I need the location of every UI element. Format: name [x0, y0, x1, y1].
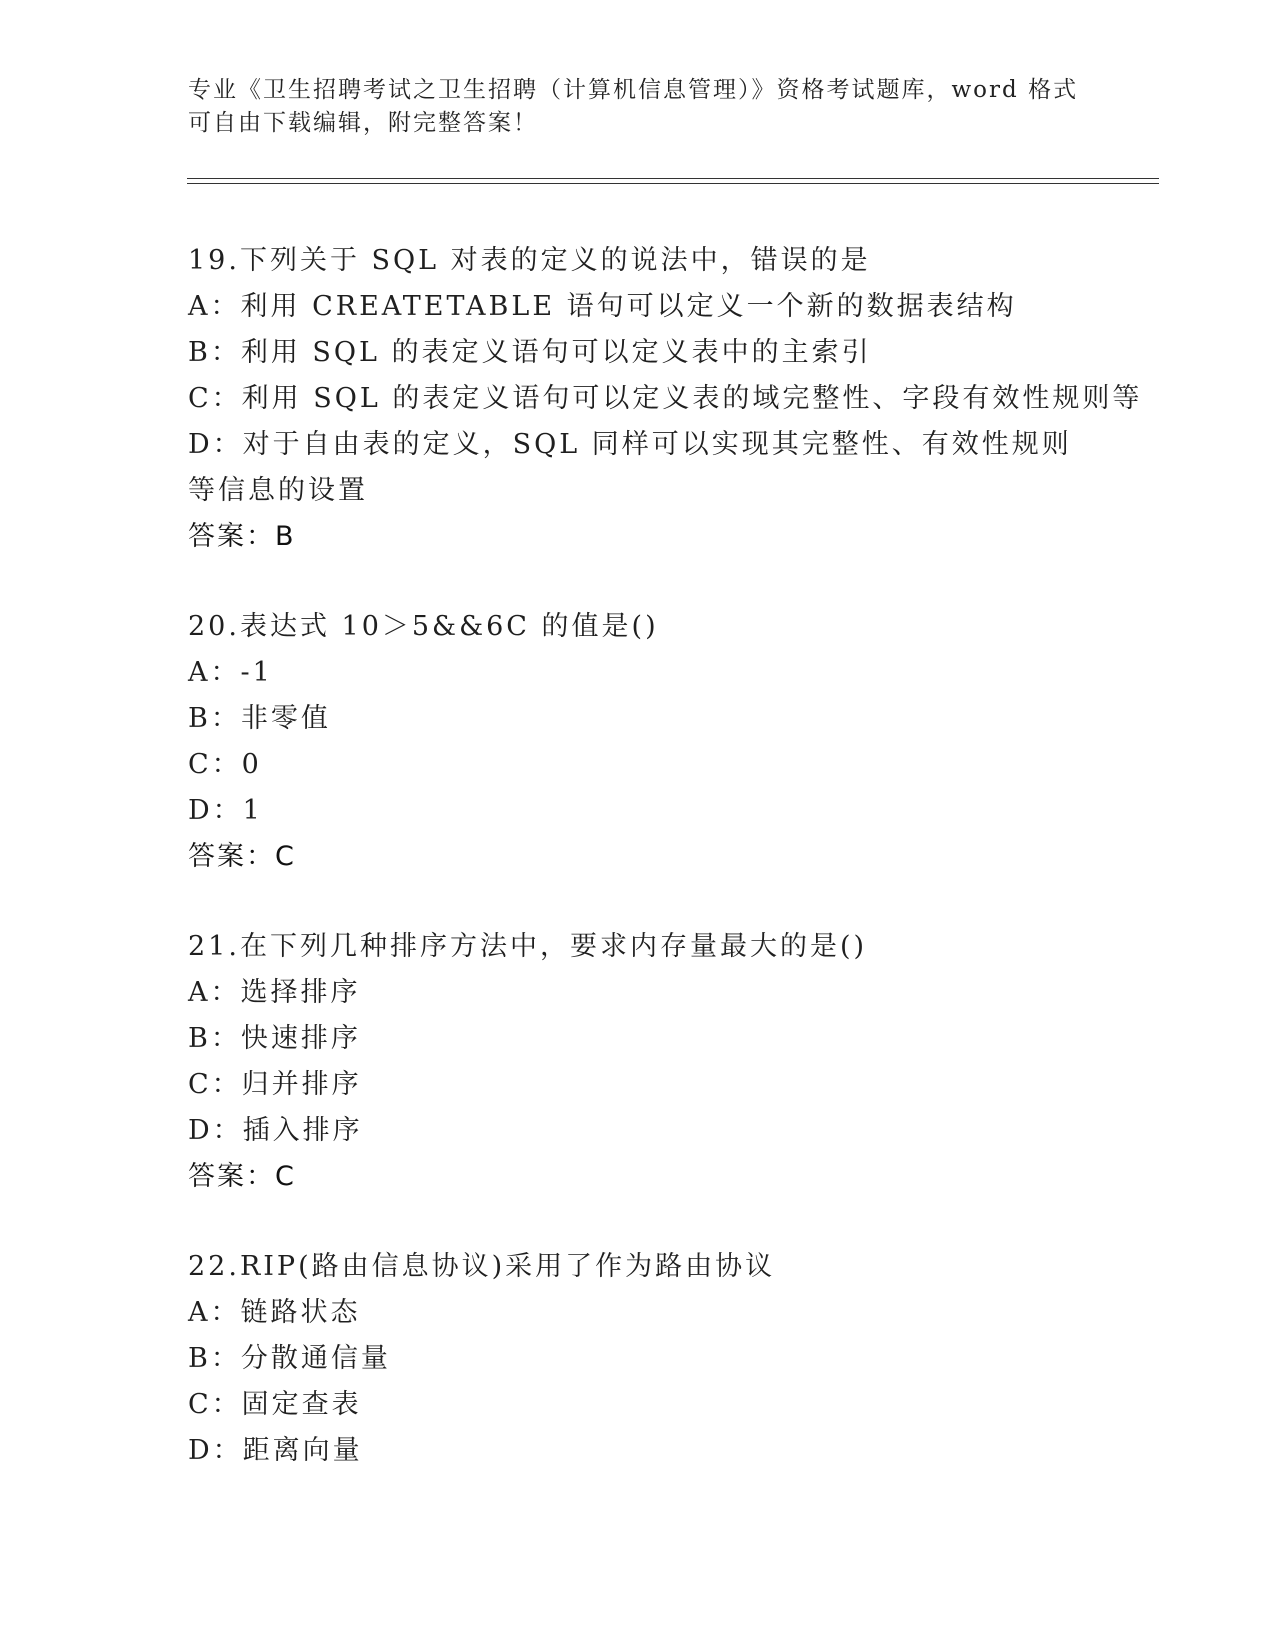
option-a: A：-1 — [188, 657, 273, 688]
option-b: B：利用 SQL 的表定义语句可以定义表中的主索引 — [188, 337, 872, 368]
answer-line: 答案：C — [188, 1161, 296, 1192]
question-stem: 19.下列关于 SQL 对表的定义的说法中，错误的是 — [188, 245, 871, 276]
option-a: A：链路状态 — [188, 1297, 361, 1328]
option-d: D：1 — [188, 795, 263, 826]
option-a: A：利用 CREATETABLE 语句可以定义一个新的数据表结构 — [188, 291, 1017, 322]
question-21 — [188, 924, 1088, 1200]
option-b: B：快速排序 — [188, 1023, 361, 1054]
header-title-line-1: 专业《卫生招聘考试之卫生招聘（计算机信息管理）》资格考试题库，word 格式 — [188, 77, 1079, 103]
option-d: D：对于自由表的定义，SQL 同样可以实现其完整性、有效性规则等信息的设置 — [188, 429, 1072, 506]
question-22 — [188, 1244, 1088, 1474]
option-c: C：归并排序 — [188, 1069, 362, 1100]
question-19 — [188, 238, 1143, 560]
option-c: C：固定查表 — [188, 1389, 362, 1420]
option-d: D：插入排序 — [188, 1115, 363, 1146]
question-list — [188, 238, 1143, 1474]
question-stem: 22.RIP(路由信息协议)采用了作为路由协议 — [188, 1251, 776, 1282]
answer-line: 答案：B — [188, 521, 296, 552]
option-b: B：非零值 — [188, 703, 331, 734]
option-b: B：分散通信量 — [188, 1343, 391, 1374]
document-header — [188, 74, 1088, 140]
answer-line: 答案：C — [188, 841, 296, 872]
question-stem: 21.在下列几种排序方法中，要求内存量最大的是() — [188, 931, 868, 962]
question-stem: 20.表达式 10＞5&&6C 的值是() — [188, 611, 659, 642]
option-d: D：距离向量 — [188, 1435, 363, 1466]
option-c: C：0 — [188, 749, 262, 780]
question-20 — [188, 604, 1088, 880]
header-divider-top — [187, 178, 1159, 179]
header-divider-bottom — [187, 183, 1159, 184]
option-c: C：利用 SQL 的表定义语句可以定义表的域完整性、字段有效性规则等 — [188, 383, 1143, 414]
option-a: A：选择排序 — [188, 977, 361, 1008]
header-title-line-2: 可自由下载编辑，附完整答案！ — [188, 110, 538, 136]
